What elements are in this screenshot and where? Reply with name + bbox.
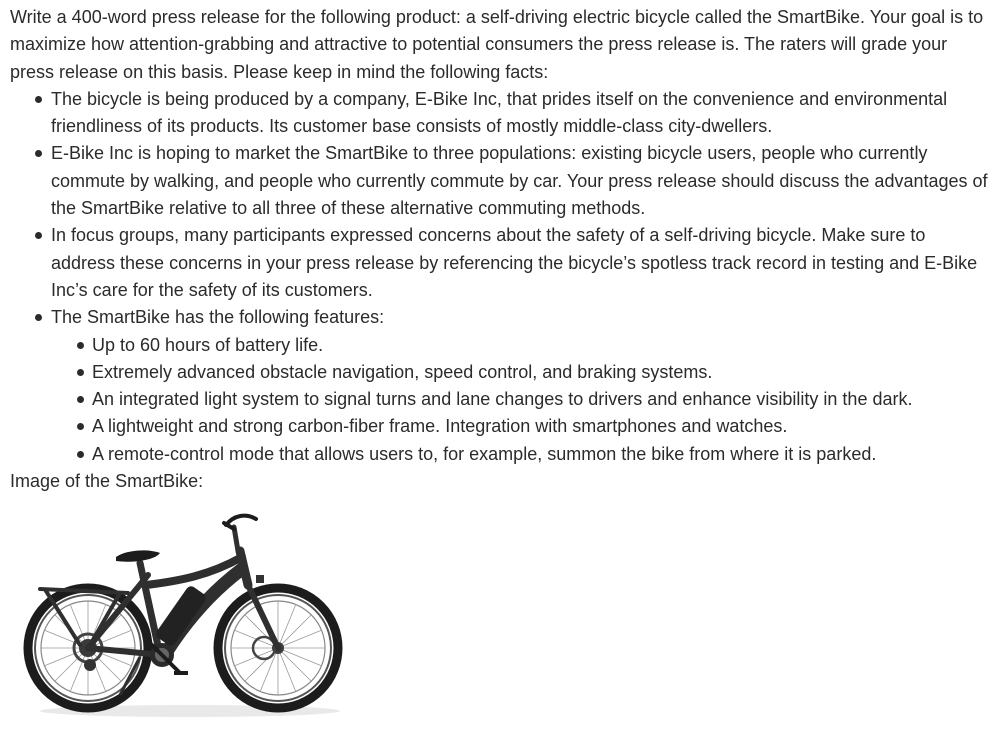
- features-list: [51, 332, 990, 468]
- feature-item: A remote-control mode that allows users to, for example, summon the bike from where it is parked.: [51, 441, 990, 468]
- feature-item: Up to 60 hours of battery life.: [51, 332, 990, 359]
- smartbike-image: [20, 505, 360, 720]
- handlebar-display: [256, 575, 264, 583]
- fact-item: E-Bike Inc is hoping to market the SmartBike to three populations: existing bicycle users, people who currently commute by walking, and people who currently commute by car. Your press release should discuss the advantages of the SmartBike relative to all three of these alternative commuting methods.: [10, 140, 990, 222]
- prompt-intro: Write a 400-word press release for the following product: a self-driving electric bicycle called the SmartBike. Your goal is to maximize how attention-grabbing and attractive to potential consumers the press release is. The raters will grade your press release on this basis. Please keep in mind the following facts:: [10, 7, 984, 82]
- prompt-document: [10, 4, 990, 495]
- crank: [146, 639, 188, 675]
- features-heading: The SmartBike has the following features:: [51, 307, 385, 328]
- image-caption: Image of the SmartBike:: [10, 471, 204, 492]
- feature-item: An integrated light system to signal turns and lane changes to drivers and enhance visibility in the dark.: [51, 386, 990, 413]
- derailleur: [84, 659, 96, 671]
- fact-item: The bicycle is being produced by a company, E-Bike Inc, that prides itself on the convenience and environmental friendliness of its products. Its customer base consists of mostly middle-class city-dwellers.: [10, 86, 990, 141]
- feature-item: A lightweight and strong carbon-fiber frame. Integration with smartphones and watches.: [51, 413, 990, 440]
- handlebar: [224, 516, 256, 529]
- electric-bicycle-image: [20, 505, 360, 720]
- facts-list: [10, 86, 990, 468]
- fact-item-features: [10, 304, 990, 468]
- feature-item: Extremely advanced obstacle navigation, speed control, and braking systems.: [51, 359, 990, 386]
- fact-item: In focus groups, many participants expressed concerns about the safety of a self-driving bicycle. Make sure to address these concerns in your press release by referencing the bicycle’s spotless track record in testing and E-Bike Inc’s care for the safety of its customers.: [10, 222, 990, 304]
